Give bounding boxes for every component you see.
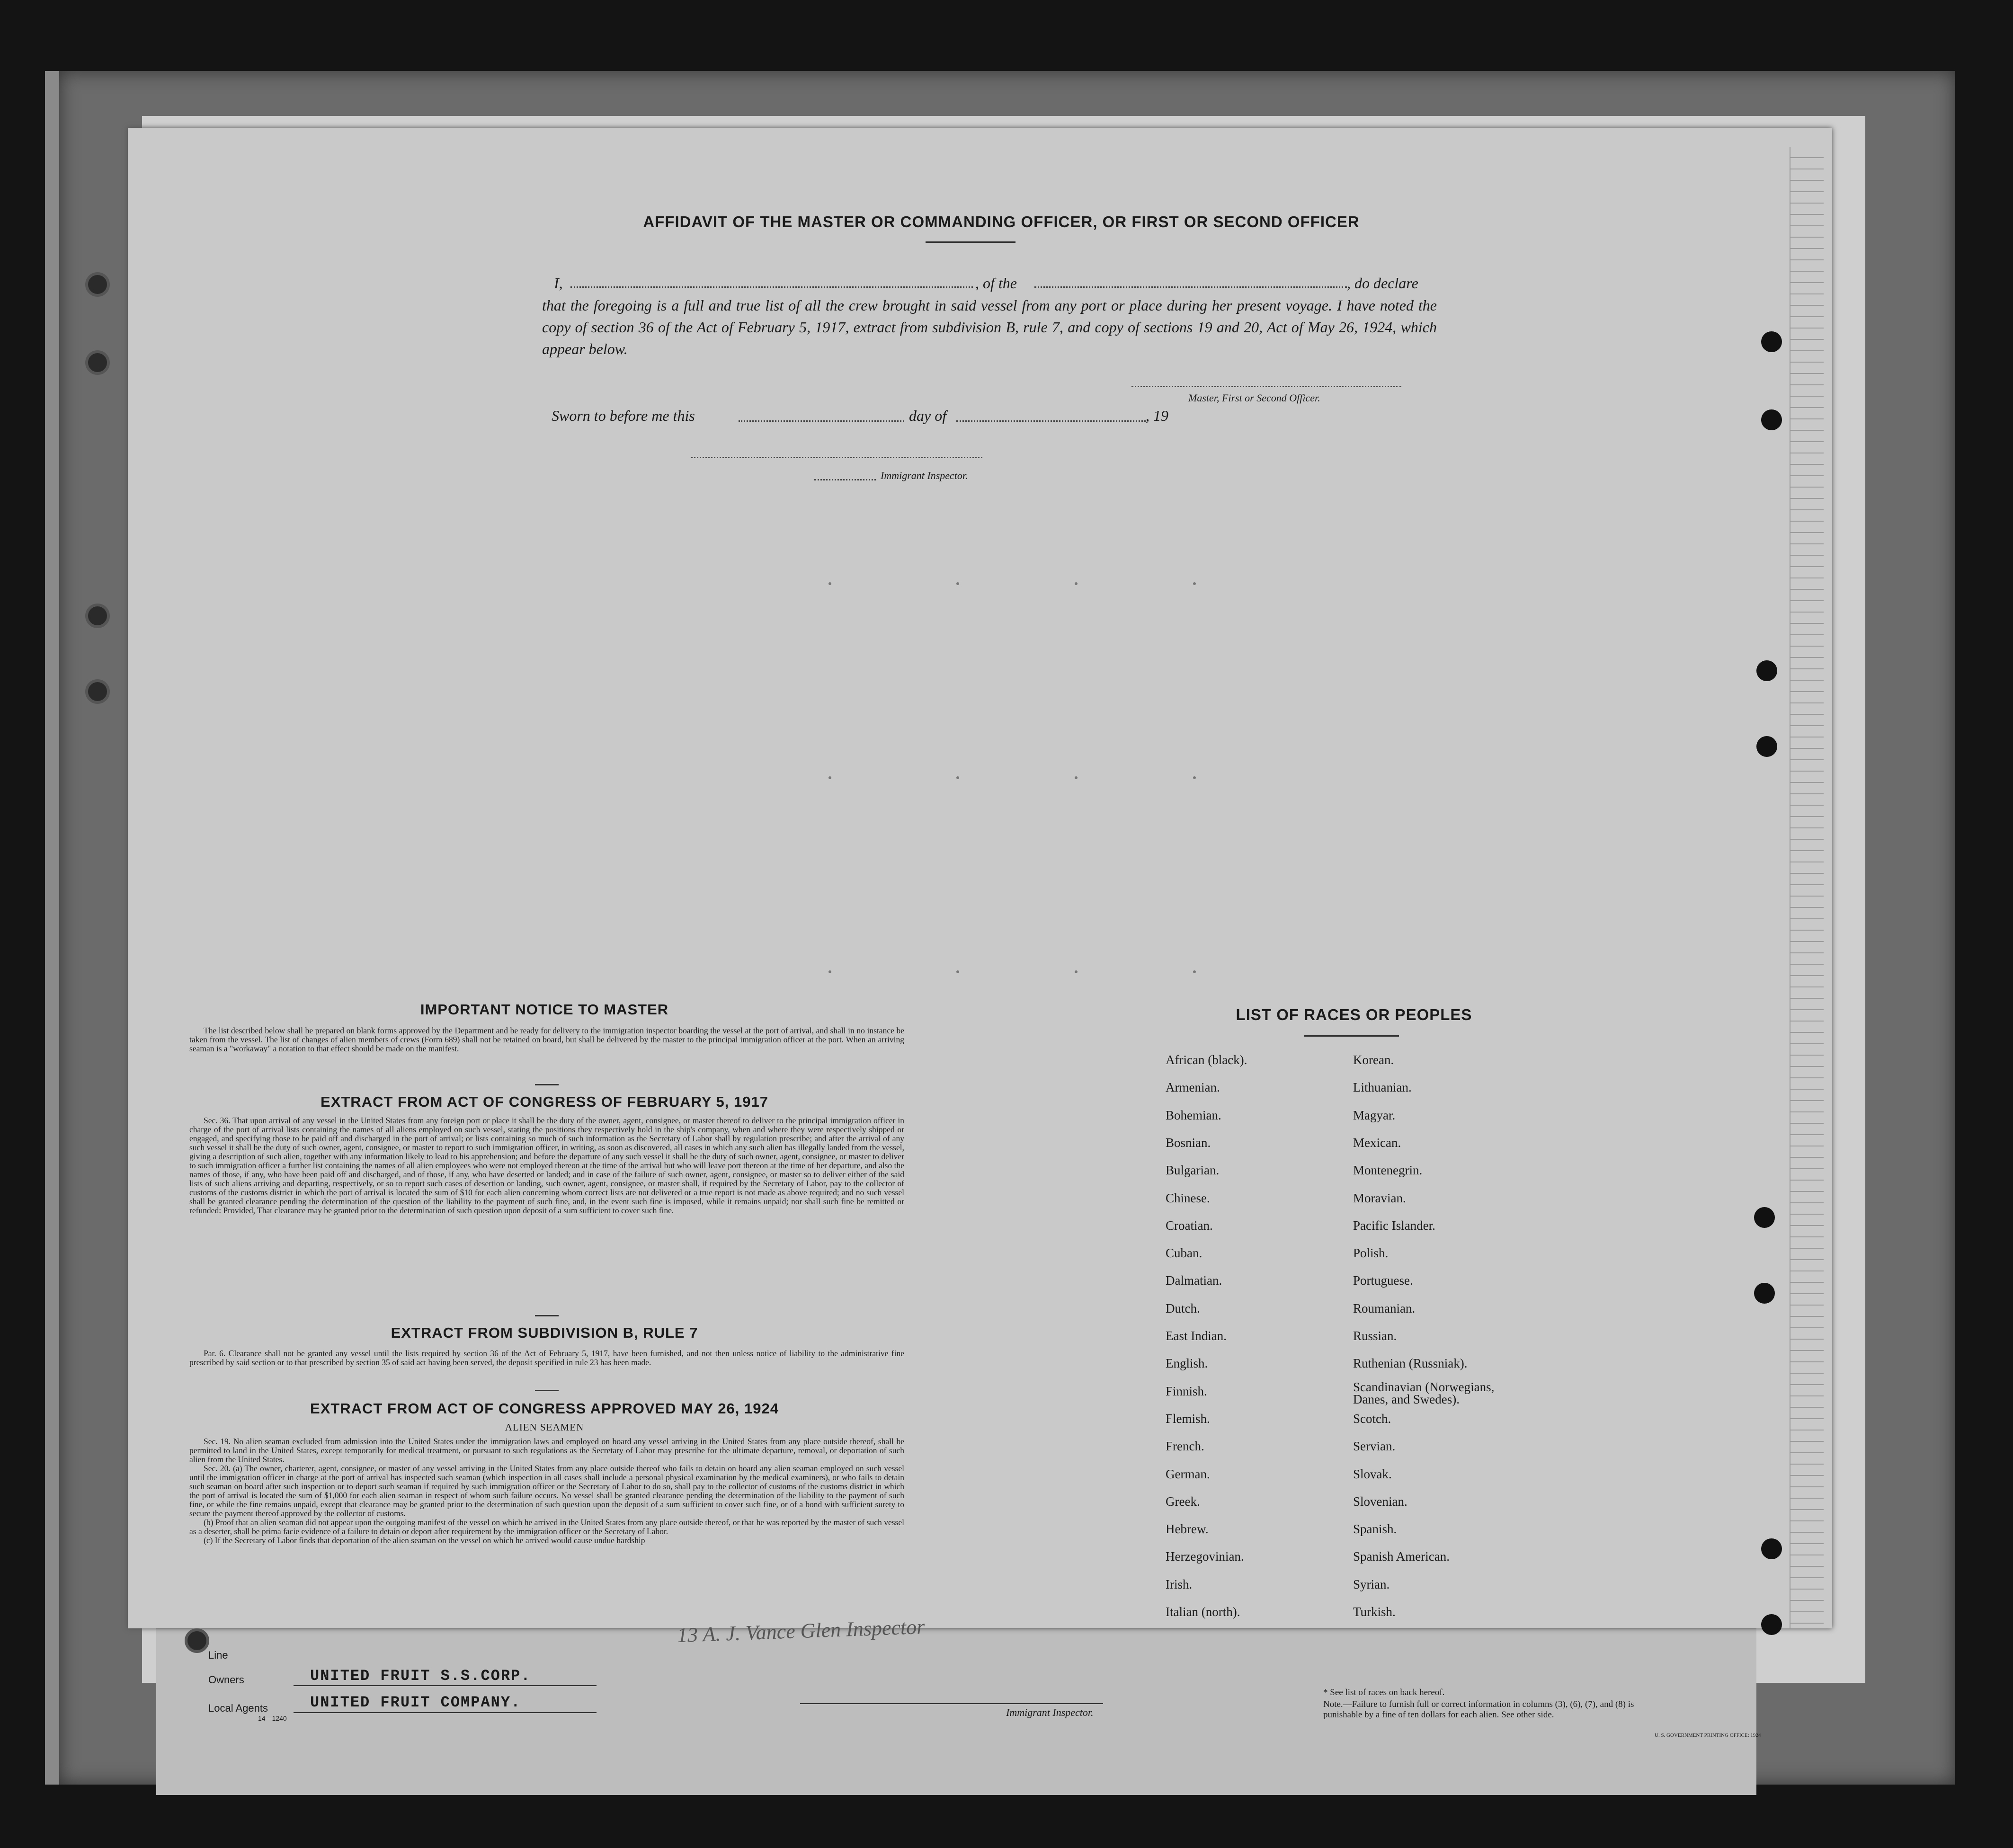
race-item: Irish. [1166, 1577, 1193, 1591]
races-note: * See list of races on back hereof. [1323, 1688, 1445, 1697]
race-item: Dalmatian. [1166, 1273, 1222, 1288]
column-dot [956, 582, 959, 585]
of-the-label: , of the [975, 275, 1017, 292]
race-item: Armenian. [1166, 1080, 1220, 1095]
race-item: Italian (north). [1166, 1605, 1240, 1619]
column-dot [1193, 582, 1196, 585]
agents-underline [294, 1712, 597, 1713]
failure-note: Note.—Failure to furnish full or correct information in columns (3), (6), (7), and (8) is punishable by a fine of ten dollars for each alien. See other side. [1323, 1699, 1634, 1720]
race-item: Scotch. [1353, 1411, 1391, 1426]
race-item: African (black). [1166, 1053, 1247, 1067]
race-item: Magyar. [1353, 1108, 1396, 1122]
race-item: Roumanian. [1353, 1301, 1416, 1315]
extract-1924-title: EXTRACT FROM ACT OF CONGRESS APPROVED MAY 26, 1924 [310, 1400, 779, 1417]
punch-hole [1754, 1283, 1775, 1304]
race-item: Spanish. [1353, 1522, 1397, 1537]
race-item: Ruthenian (Russniak). [1353, 1356, 1468, 1371]
extract-1917-text [189, 1116, 904, 1215]
sec19-paragraph: Sec. 19. No alien seaman excluded from admission into the United States under the immigration laws and employed on board any vessel arriving in the United States from any place outside thereof, shall be permitted to land in the United States, except temporarily for medical treatment, or pursuant to such regulations as the Secretary of Labor may prescribe for the ultimate departure, removal, or deportation of such alien from the United States. [189, 1437, 904, 1464]
column-dot [1193, 970, 1196, 973]
race-item: Spanish American. [1353, 1549, 1450, 1564]
notice-text [189, 1026, 904, 1053]
race-item: English. [1166, 1356, 1208, 1371]
race-item: Herzegovinian. [1166, 1549, 1244, 1564]
race-item: Polish. [1353, 1246, 1389, 1261]
column-dot [956, 776, 959, 779]
race-item: Portuguese. [1353, 1273, 1413, 1288]
printing-office: U. S. GOVERNMENT PRINTING OFFICE: 1924 [1655, 1732, 1761, 1738]
punch-hole [1756, 660, 1777, 681]
day-of-label: day of [909, 407, 947, 424]
line-label: Line [208, 1649, 228, 1661]
sec20b-paragraph: (b) Proof that an alien seaman did not appear upon the outgoing manifest of the vessel on which he arrived in the United States from any place outside thereof, or that he was reported by the master of such vessel as a deserter, shall be prima facie evidence of a failure to detain or deport after requirement by the immigration officer or the Secretary of Labor. [189, 1518, 904, 1536]
divider [535, 1315, 559, 1316]
inspector-signature-field[interactable] [691, 457, 982, 458]
affidavit-title: AFFIDAVIT OF THE MASTER OR COMMANDING OFFICER, OR FIRST OR SECOND OFFICER [643, 213, 1360, 231]
punch-hole [85, 604, 110, 628]
race-item: Montenegrin. [1353, 1163, 1423, 1178]
column-dot [1075, 582, 1078, 585]
race-item: Hebrew. [1166, 1522, 1209, 1537]
punch-hole [85, 350, 110, 375]
race-item: Servian. [1353, 1439, 1396, 1454]
column-dot [1075, 970, 1078, 973]
punch-hole [1761, 331, 1782, 352]
agents-label: Local Agents [208, 1702, 268, 1714]
extract-1924-text [189, 1437, 904, 1545]
owners-value: UNITED FRUIT S.S.CORP. [310, 1667, 531, 1685]
races-title: LIST OF RACES OR PEOPLES [1236, 1006, 1472, 1023]
name-field[interactable] [570, 286, 973, 288]
owners-underline [294, 1685, 597, 1686]
punch-hole [1761, 1538, 1782, 1559]
sworn-day-field[interactable] [739, 420, 904, 422]
race-item: Turkish. [1353, 1605, 1396, 1619]
race-item: Croatian. [1166, 1218, 1213, 1233]
race-item: Korean. [1353, 1053, 1394, 1067]
divider [535, 1084, 559, 1085]
race-item: Syrian. [1353, 1577, 1390, 1591]
sworn-month-field[interactable] [956, 420, 1146, 422]
declaration-text: that the foregoing is a full and true list of all the crew brought in said vessel from any port or place during her present voyage. I have noted the copy of section 36 of the Act of February 5, 1917, extract from subdivision B, rule 7, and copy of sections 19 and 20, Act of May 26, 1924, which appear below. [542, 297, 1437, 357]
alien-seamen-subtitle: ALIEN SEAMEN [505, 1422, 584, 1433]
punch-hole [1761, 1614, 1782, 1635]
do-declare-label: , do declare [1347, 275, 1418, 292]
race-item: German. [1166, 1466, 1210, 1481]
race-item: East Indian. [1166, 1329, 1227, 1343]
divider [535, 1390, 559, 1391]
rule7-paragraph: Par. 6. Clearance shall not be granted any vessel until the lists required by section 36 of the Act of February 5, 1917, have been furnished, and not then unless notice of liability to the administrative fine prescribed by said section or to that prescribed by section 35 of said act having been served, the deposit specified in rule 23 has been made. [189, 1349, 904, 1367]
punch-hole [85, 272, 110, 297]
inspector-dots [814, 479, 876, 480]
extract-1917-title: EXTRACT FROM ACT OF CONGRESS OF FEBRUARY 5, 1917 [321, 1093, 768, 1110]
handwritten-annotation: 13 A. J. Vance Glen Inspector [677, 1615, 926, 1647]
race-item: Scandinavian (Norwegians, Danes, and Swedes). [1353, 1379, 1495, 1406]
punch-hole [185, 1628, 209, 1653]
title-divider [926, 241, 1015, 243]
rule7-text [189, 1349, 904, 1367]
inspector-label: Immigrant Inspector. [881, 470, 968, 481]
race-item: Slovak. [1353, 1466, 1392, 1481]
race-item: Flemish. [1166, 1411, 1210, 1426]
punch-hole [1756, 736, 1777, 757]
race-item: Mexican. [1353, 1135, 1401, 1150]
master-signature-label: Master, First or Second Officer. [1188, 392, 1320, 404]
ruled-edge-strip [1790, 147, 1824, 1628]
race-item: Slovenian. [1353, 1494, 1407, 1509]
race-item: Bohemian. [1166, 1108, 1221, 1122]
race-item: Pacific Islander. [1353, 1218, 1435, 1233]
race-item: Bulgarian. [1166, 1163, 1220, 1178]
race-item: Finnish. [1166, 1384, 1207, 1398]
column-dot [828, 970, 831, 973]
footer-inspector-label: Immigrant Inspector. [1006, 1706, 1094, 1718]
race-item: Lithuanian. [1353, 1080, 1412, 1095]
races-divider [1304, 1035, 1399, 1037]
footer-inspector-line [800, 1703, 1103, 1704]
sec20c-paragraph: (c) If the Secretary of Labor finds that deportation of the alien seaman on the vessel on which he arrived would cause undue hardship [204, 1536, 645, 1545]
punch-hole [1761, 409, 1782, 430]
form-number: 14—1240 [258, 1715, 287, 1722]
column-dot [828, 776, 831, 779]
sec36-paragraph: Sec. 36. That upon arrival of any vessel in the United States from any foreign port or place it shall be the duty of the owner, agent, consignee, or master thereof to deliver to the principal immigration officer in charge of the port of arrival lists containing the names of all aliens employed on such vessel, stating the positions they respectively hold in the ship's company, when and where they were respectively shipped or engaged, and specifying those to be paid off and discharged in the port of arrival; or lists containing so much of such information as the Secretary of Labor shall by regulation prescribe; and after the arrival of any such vessel it shall be the duty of such owner, agent, consignee, or master to report to such immigration officer, in writing, as soon as discovered, all cases in which any such alien has illegally landed from the vessel, giving a description of such alien, together with any information likely to lead to his apprehension; and before the departure of any such vessel it shall be the duty of such owner, agent, consignee, or master to deliver to such immigration officer a further list containing the names of all alien employees who were not employed thereon at the time of the arrival but who will leave port thereon at the time of her departure, and also the names of those, if any, who have been paid off and discharged, and of those, if any, who have deserted or landed; and in case of the failure of such owner, agent, consignee, or master so to deliver either of the said lists of such aliens arriving and departing, respectively, or so to report such cases of desertion or landing, such owner, agent, consignee, or master shall, if required by the Secretary of Labor, pay to the collector of customs of the customs district in which the port of arrival is located the sum of $10 for each alien concerning whom correct lists are not delivered or a true report is not made as above required; and no such vessel shall be granted clearance pending the determination of the question of the liability to the payment of such fine, and, in the event such fine is imposed, while it remains unpaid; nor shall such fine be remitted or refunded: Provided, That clearance may be granted prior to the determination of such question upon deposit of a sum sufficient to cover such fine. [189, 1116, 904, 1215]
column-dot [956, 970, 959, 973]
race-item: Chinese. [1166, 1191, 1210, 1205]
punch-hole [85, 679, 110, 704]
race-item: Bosnian. [1166, 1135, 1211, 1150]
agents-value: UNITED FRUIT COMPANY. [310, 1694, 521, 1711]
notice-title: IMPORTANT NOTICE TO MASTER [420, 1001, 669, 1018]
race-item: Cuban. [1166, 1246, 1202, 1261]
race-item: Dutch. [1166, 1301, 1200, 1315]
owners-label: Owners [208, 1674, 244, 1686]
race-item: French. [1166, 1439, 1204, 1454]
notice-paragraph: The list described below shall be prepared on blank forms approved by the Department and be ready for delivery to the immigration inspector boarding the vessel at the port of arrival, and shall in no instance be taken from the vessel. The list of changes of alien members of crews (Form 689) shall not be retained on board, but shall be delivered by the master to the principal immigration officer at the port. When an arriving seaman is a "workaway" a notation to that effect should be made on the manifest. [189, 1026, 904, 1053]
race-item: Moravian. [1353, 1191, 1406, 1205]
column-dot [1193, 776, 1196, 779]
race-item: Russian. [1353, 1329, 1397, 1343]
year-label: , 19 [1146, 407, 1168, 424]
vessel-field[interactable] [1034, 286, 1347, 288]
sec20a-paragraph: Sec. 20. (a) The owner, charterer, agent, consignee, or master of any vessel arriving in the United States from any place outside thereof who fails to detain on board any alien seaman employed on such vessel until the immigration officer in charge at the port of arrival has inspected such seaman (which inspection in all cases shall include a personal physical examination by the medical examiners), or who fails to detain such seaman on board after such inspection or to deport such seaman if required by such immigration officer or the Secretary of Labor to do so, shall pay to the collector of customs of the customs district in which the port of arrival is located the sum of $1,000 for each alien seaman in respect of whom such failure occurs. No vessel shall be granted clearance pending the determination of the liability to the payment of such fine, or while the fine remains unpaid, except that clearance may be granted prior to the determination of such question upon the deposit of a sum sufficient to cover such fine, or of a bond with sufficient surety to secure the payment thereof approved by the collector of customs. [189, 1464, 904, 1518]
column-dot [1075, 776, 1078, 779]
rule7-title: EXTRACT FROM SUBDIVISION B, RULE 7 [391, 1324, 698, 1341]
sworn-label: Sworn to before me this [552, 407, 695, 424]
race-item: Greek. [1166, 1494, 1200, 1509]
i-label: I, [554, 275, 563, 292]
column-dot [828, 582, 831, 585]
punch-hole [1754, 1207, 1775, 1228]
master-signature-field[interactable] [1131, 386, 1401, 387]
